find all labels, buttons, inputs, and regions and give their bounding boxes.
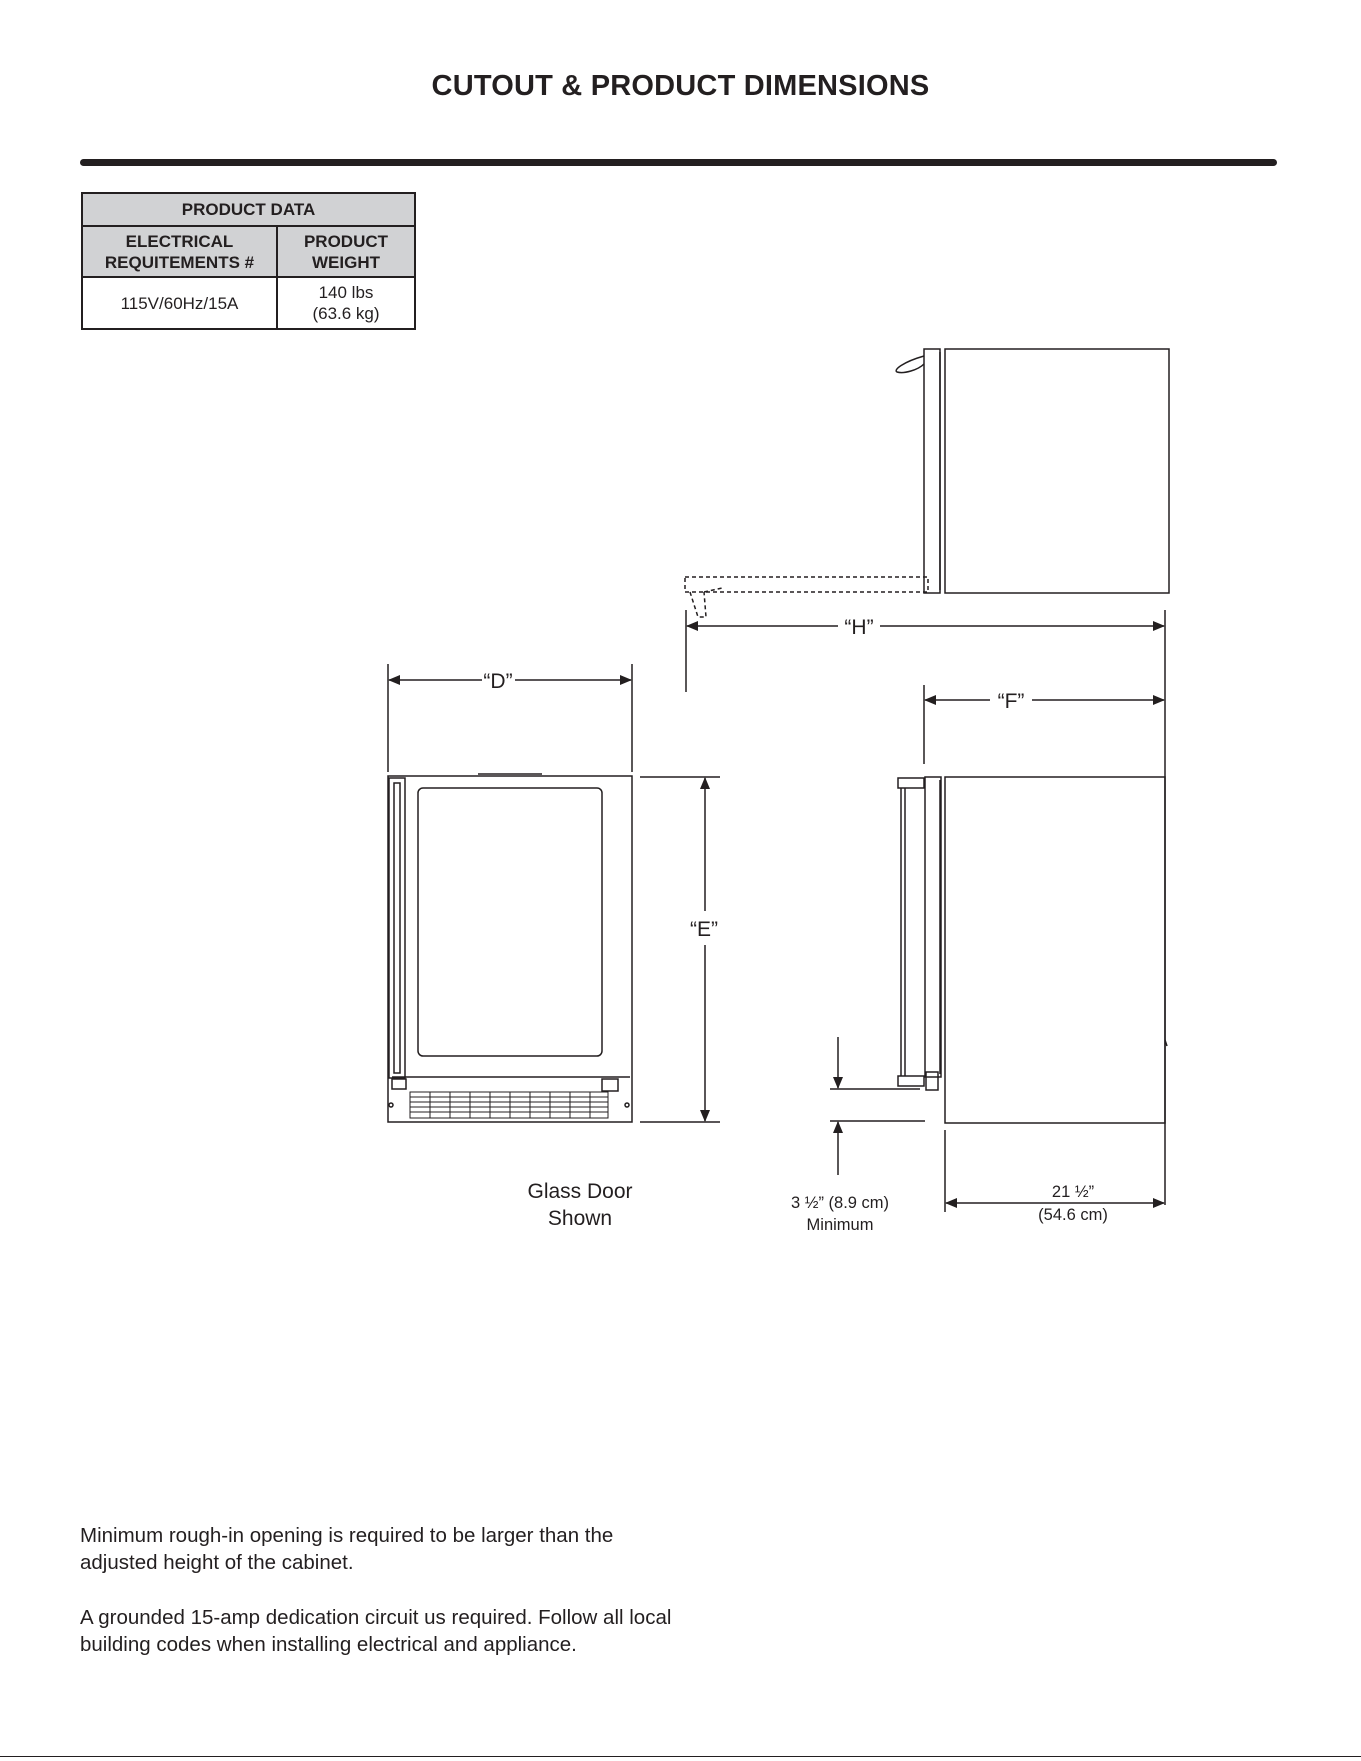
label-dim-e: “E”	[690, 918, 718, 941]
label-toe-kick: 3 ½” (8.9 cm)	[790, 1194, 890, 1212]
dimension-f	[924, 685, 1164, 764]
header-weight-line2: WEIGHT	[312, 252, 380, 272]
label-dim-h: “H”	[844, 616, 874, 639]
front-view	[388, 774, 632, 1122]
label-dim-d: “D”	[483, 670, 513, 693]
cell-weight-lbs: 140 lbs	[318, 283, 374, 302]
page-title: CUTOUT & PRODUCT DIMENSIONS	[431, 70, 930, 102]
top-view-cabinet	[945, 349, 1169, 593]
header-weight-line1: PRODUCT	[303, 231, 389, 251]
bottom-rule	[0, 1756, 1361, 1757]
label-toe-kick-note: Minimum	[806, 1216, 874, 1234]
note-rough-in: Minimum rough-in opening is required to be larger than the adjusted height of the cabinet.	[80, 1524, 614, 1574]
side-view-handle-bottom	[898, 1076, 924, 1086]
caption-glass-door: Glass Door	[527, 1180, 633, 1203]
open-door-swing	[685, 577, 928, 592]
front-view-door-handle	[389, 778, 405, 1078]
label-depth-cm: (54.6 cm)	[1038, 1206, 1108, 1224]
caption-shown: Shown	[547, 1207, 613, 1230]
front-view-control	[602, 1079, 618, 1091]
front-view-foot-left	[389, 1103, 393, 1107]
cell-electrical: 115V/60Hz/15A	[82, 277, 277, 329]
side-view-cabinet	[945, 777, 1165, 1123]
top-view-handle	[896, 356, 924, 373]
dimension-toe-kick	[830, 1037, 925, 1175]
table-caption: PRODUCT DATA	[82, 193, 415, 226]
front-view-glass-panel	[418, 788, 602, 1056]
front-view-grille	[410, 1092, 608, 1118]
side-view	[898, 777, 1167, 1123]
top-view-door-open	[685, 349, 1169, 617]
front-view-cabinet	[388, 776, 632, 1122]
side-view-hinge	[926, 1072, 938, 1090]
dimension-e	[640, 777, 720, 1122]
side-view-door	[925, 777, 941, 1077]
top-view-door-edge	[924, 349, 940, 593]
side-view-handle-top	[898, 778, 924, 788]
header-electrical-line2: REQUITEMENTS #	[104, 252, 255, 272]
label-dim-f: “F”	[997, 690, 1025, 713]
front-view-foot-right	[625, 1103, 629, 1107]
header-electrical-line1: ELECTRICAL	[125, 231, 234, 251]
note-electrical: A grounded 15-amp dedication circuit us required. Follow all local building codes when installing electrical and appliance.	[80, 1606, 672, 1656]
label-depth-in: 21 ½”	[1051, 1183, 1095, 1201]
cell-weight-kg: (63.6 kg)	[312, 304, 380, 323]
